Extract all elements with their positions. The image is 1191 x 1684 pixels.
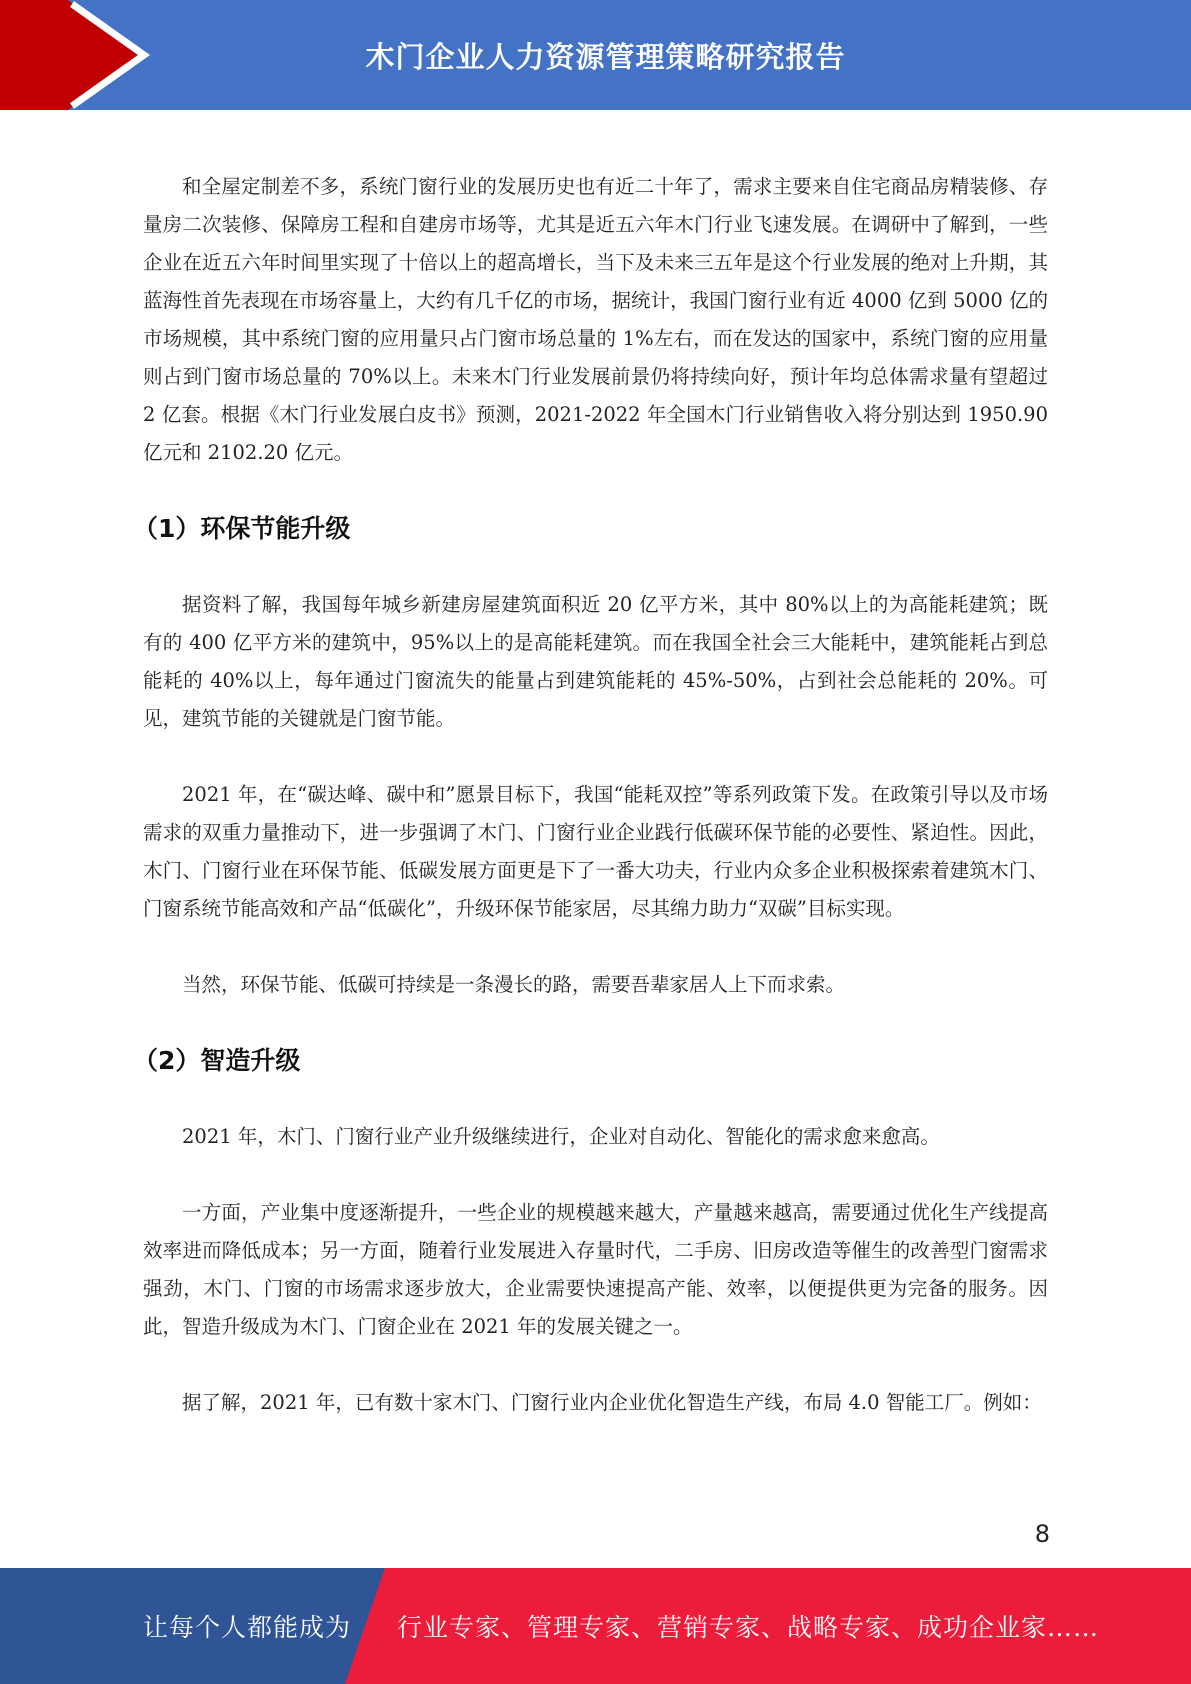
document-body bbox=[133, 168, 1048, 1460]
section-heading-eco: （1）环保节能升级 bbox=[133, 514, 351, 543]
paragraph-concentration: 一方面，产业集中度逐渐提升，一些企业的规模越来越大，产量越来越高，需要通过优化生产线提高效率进而降低成本；另一方面，随着行业发展进入存量时代，二手房、旧房改造等催生的改善型门窗需求强劲，木门、门窗的市场需求逐步放大，企业需要快速提高产能、效率，以便提供更为完备的服务。因此，智造升级成为木门、门窗企业在 2021 年的发展关键之一。 bbox=[143, 1201, 1048, 1338]
section-heading-smart-manufacturing: （2）智造升级 bbox=[133, 1046, 301, 1075]
paragraph-energy-consumption: 据资料了解，我国每年城乡新建房屋建筑面积近 20 亿平方米，其中 80%以上的为高能耗建筑；既有的 400 亿平方米的建筑中，95%以上的是高能耗建筑。而在我国全社会三大能耗中，建筑能耗占到总能耗的 40%以上，每年通过门窗流失的能量占到建筑能耗的 45%-50%，占到社会总能耗的 20%。可见，建筑节能的关键就是门窗节能。 bbox=[143, 593, 1048, 730]
paragraph-smart-factory: 据了解，2021 年，已有数十家木门、门窗行业内企业优化智造生产线，布局 4.0 智能工厂。例如： bbox=[182, 1391, 1042, 1414]
footer-slogan-left: 让每个人都能成为 bbox=[143, 1613, 352, 1642]
paragraph-carbon-policy: 2021 年，在“碳达峰、碳中和”愿景目标下，我国“能耗双控”等系列政策下发。在政策引导以及市场需求的双重力量推动下，进一步强调了木门、门窗行业企业践行低碳环保节能的必要性、紧迫性。因此，木门、门窗行业在环保节能、低碳发展方面更是下了一番大功夫，行业内众多企业积极探索着建筑木门、门窗系统节能高效和产品“低碳化”，升级环保节能家居，尽其绵力助力“双碳”目标实现。 bbox=[143, 783, 1048, 920]
page-footer bbox=[0, 1568, 1191, 1684]
header-title: 木门企业人力资源管理策略研究报告 bbox=[365, 39, 846, 74]
footer-slogan-right: 行业专家、管理专家、营销专家、战略专家、成功企业家…… bbox=[397, 1613, 1100, 1642]
paragraph-industry-upgrade: 2021 年，木门、门窗行业产业升级继续进行，企业对自动化、智能化的需求愈来愈高。 bbox=[182, 1125, 940, 1148]
page-header bbox=[0, 0, 1191, 110]
paragraph-market-overview: 和全屋定制差不多，系统门窗行业的发展历史也有近二十年了，需求主要来自住宅商品房精装修、存量房二次装修、保障房工程和自建房市场等，尤其是近五六年木门行业飞速发展。在调研中了解到，一些企业在近五六年时间里实现了十倍以上的超高增长，当下及未来三五年是这个行业发展的绝对上升期，其蓝海性首先表现在市场容量上，大约有几千亿的市场，据统计，我国门窗行业有近 4000 亿到 5000 亿的市场规模，其中系统门窗的应用量只占门窗市场总量的 1%左右，而在发达的国家中，系统门窗的应用量则占到门窗市场总量的 70%以上。未来木门行业发展前景仍将持续向好，预计年均总体需求量有望超过 2 亿套。根据《木门行业发展白皮书》预测，2021-2022 年全国木门行业销售收入将分别达到 1950.90 亿元和 2102.20 亿元。 bbox=[143, 175, 1048, 464]
paragraph-sustainability: 当然，环保节能、低碳可持续是一条漫长的路，需要吾辈家居人上下而求索。 bbox=[182, 973, 846, 996]
page-number: 8 bbox=[1034, 1520, 1050, 1548]
